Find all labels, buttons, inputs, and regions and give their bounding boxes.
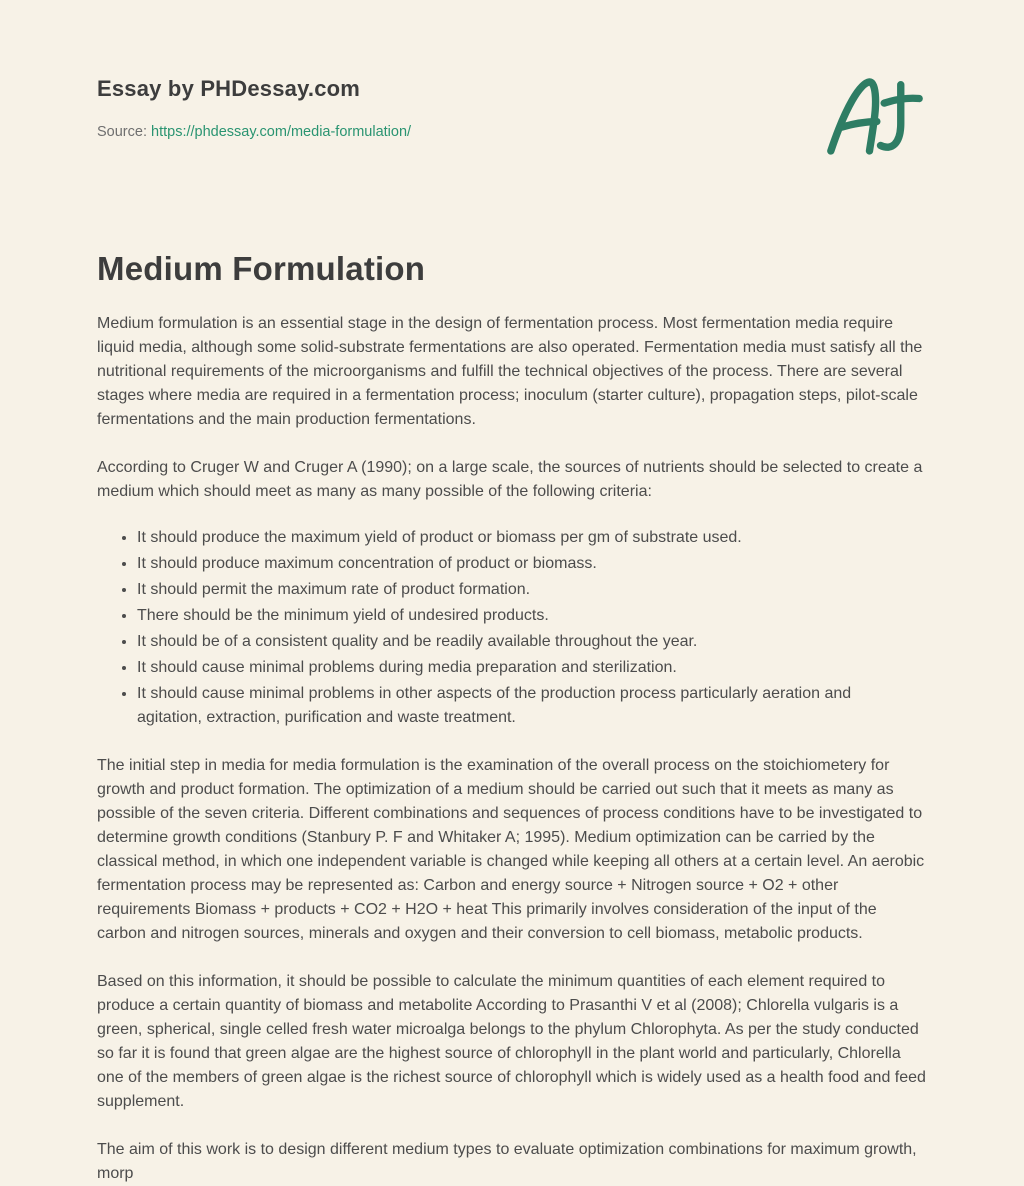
criteria-item: • It should produce the maximum yield of product or biomass per gm of substrate used. — [137, 526, 897, 550]
criteria-list — [97, 526, 897, 730]
header-text-block — [97, 76, 411, 140]
intro-paragraph: Medium formulation is an essential stage in the design of fermentation process. Most fermentation media require liquid media, although some solid-substrate fermentations are also operated. Fermentation media must satisfy all the nutritional requirements of the microorganisms and fulfill the technical objectives of the process. There are several stages where media are required in a fermentation process; inoculum (starter culture), propagation steps, pilot-scale fermentations and the main production fermentations. — [97, 315, 923, 428]
criteria-item: • It should produce maximum concentration of product or biomass. — [137, 552, 897, 576]
essay-title: Medium Formulation — [97, 250, 426, 287]
criteria-item: • It should cause minimal problems during media preparation and sterilization. — [137, 656, 897, 680]
criteria-item: • There should be the minimum yield of undesired products. — [137, 604, 897, 628]
source-label: Source: — [97, 124, 147, 140]
intro-paragraph: According to Cruger W and Cruger A (1990); on a large scale, the sources of nutrients should be selected to create a medium which should meet as many as many possible of the following criteria: — [97, 459, 923, 500]
body-paragraph: The initial step in media for media formulation is the examination of the overall process on the stoichiometery for growth and product formation. The optimization of a medium should be carried out such that it meets as many as possible of the seven criteria. Different combinations and sequences of process conditions have to be investigated to determine growth conditions (Stanbury P. F and Whitaker A; 1995). Medium optimization can be carried by the classical method, in which one independent variable is changed while keeping all others at a certain level. An aerobic fermentation process may be represented as: Carbon and energy source + Nitrogen source + O2 + other requirements Biomass + products + CO2 + H2O + heat This primarily involves consideration of the input of the carbon and nitrogen sources, minerals and oxygen and their conversion to cell biomass, metabolic products. — [97, 757, 925, 942]
source-link[interactable]: https://phdessay.com/media-formulation/ — [151, 124, 412, 140]
phdessay-logo — [816, 70, 934, 162]
criteria-item: • It should cause minimal problems in other aspects of the production process particularly aeration and agitation, extraction, purification and waste treatment. — [137, 682, 897, 730]
source-line — [97, 124, 411, 140]
body-paragraph: Based on this information, it should be possible to calculate the minimum quantities of each element required to produce a certain quantity of biomass and metabolite According to Prasanthi V et al (2008); Chlorella vulgaris is a green, spherical, single celled fresh water microalga belongs to the phylum Chlorophyta. As per the study conducted so far it is found that green algae are the highest source of chlorophyll in the plant world and particularly, Chlorella one of the members of green algae is the richest source of chlorophyll which is widely used as a health food and feed supplement. — [97, 973, 926, 1110]
criteria-item: • It should be of a consistent quality and be readily available throughout the year. — [137, 630, 897, 654]
body-paragraph: The aim of this work is to design different medium types to evaluate optimization combinations for maximum growth, morp — [97, 1141, 917, 1182]
page-header — [0, 0, 1024, 162]
site-title: Essay by PHDessay.com — [97, 76, 361, 101]
essay-content — [0, 250, 1024, 1186]
criteria-item: • It should permit the maximum rate of product formation. — [137, 578, 897, 602]
phdessay-logo-icon — [816, 70, 934, 162]
